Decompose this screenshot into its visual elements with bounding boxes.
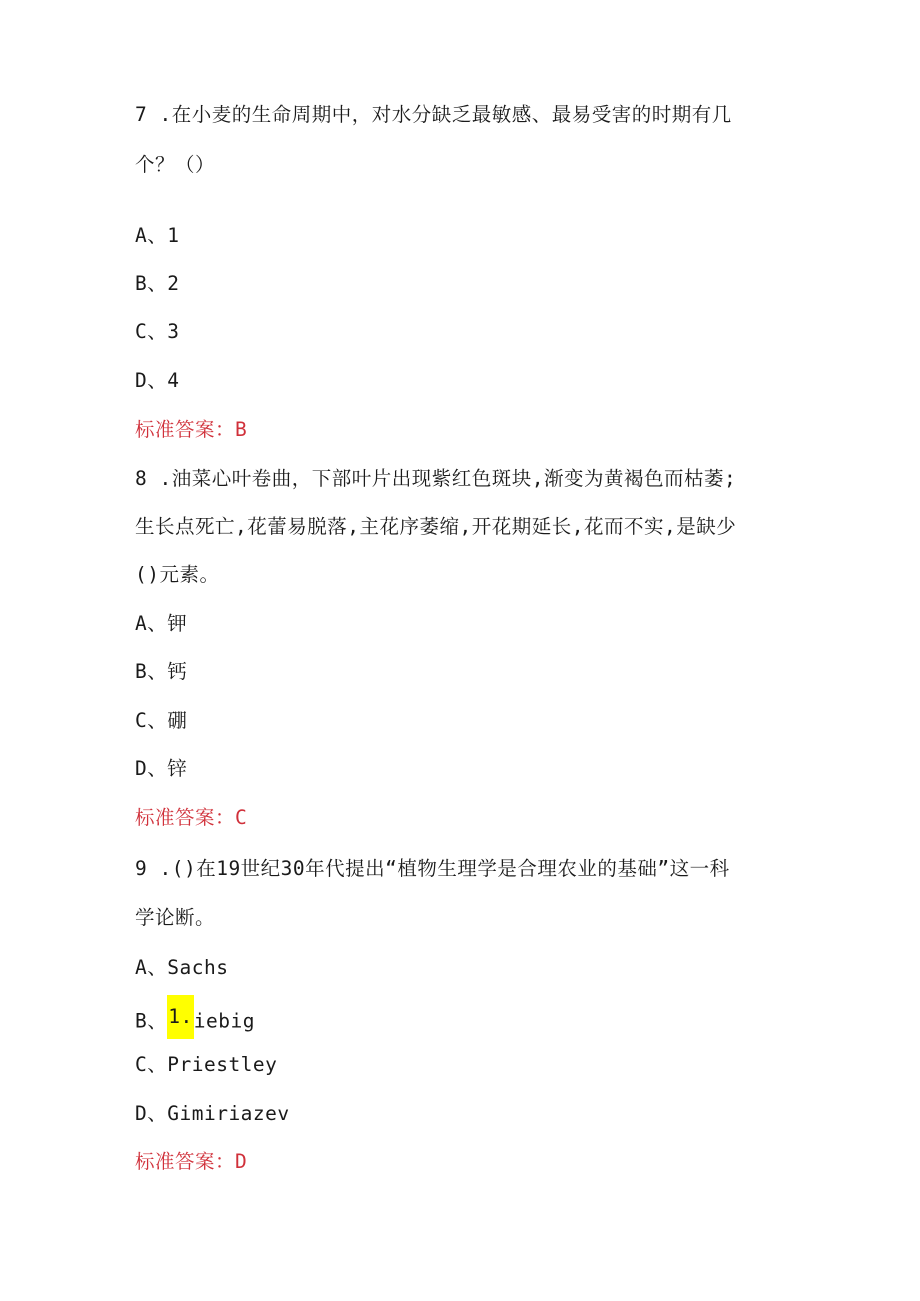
standard-answer: 标准答案：D — [135, 1150, 248, 1173]
question-stem: 生长点死亡,花蕾易脱落,主花序萎缩,开花期延长,花而不实,是缺少 — [135, 515, 737, 538]
standard-answer: 标准答案：B — [135, 418, 248, 441]
option: A、Sachs — [135, 956, 229, 979]
question-stem: 9 .()在19世纪30年代提出“植物生理学是合理农业的基础”这一科 — [135, 857, 730, 880]
option: D、4 — [135, 369, 180, 392]
question-stem: 个？（） — [135, 153, 216, 176]
standard-answer: 标准答案：C — [135, 806, 248, 829]
option: A、钾 — [135, 612, 188, 635]
option: B、2 — [135, 272, 180, 295]
question-stem: ()元素。 — [135, 563, 220, 586]
option: C、Priestley — [135, 1053, 278, 1076]
option: D、锌 — [135, 757, 188, 780]
option: C、硼 — [135, 709, 188, 732]
option-label: B、 — [135, 1009, 168, 1033]
option — [135, 1005, 255, 1039]
option: D、Gimiriazev — [135, 1102, 290, 1125]
option-text: iebig — [193, 1009, 255, 1033]
question-stem: 7 .在小麦的生命周期中，对水分缺乏最敏感、最易受害的时期有几 — [135, 103, 732, 126]
option: C、3 — [135, 320, 180, 343]
option: A、1 — [135, 224, 180, 247]
highlighted-text: 1. — [167, 995, 193, 1039]
question-stem: 学论断。 — [135, 906, 216, 929]
option: B、钙 — [135, 660, 188, 683]
question-stem: 8 .油菜心叶卷曲，下部叶片出现紫红色斑块,渐变为黄褐色而枯萎; — [135, 467, 737, 490]
